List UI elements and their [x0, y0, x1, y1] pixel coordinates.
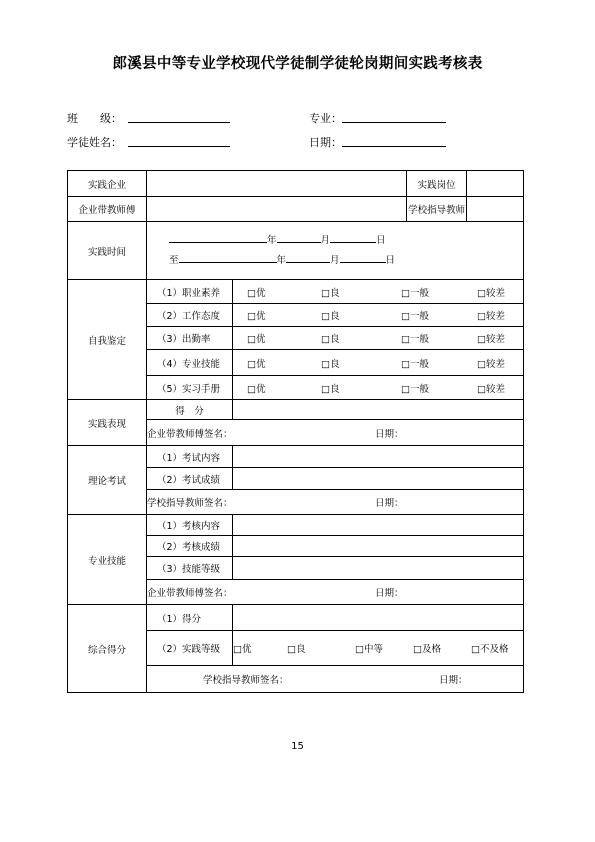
grade-options[interactable]	[233, 376, 524, 400]
skill-sign-cell[interactable]	[147, 580, 524, 605]
enterprise-label: 实践企业	[68, 171, 147, 197]
grade-poor-checkbox[interactable]: □较差	[477, 383, 505, 395]
self-item-label: （1）职业素养	[147, 280, 233, 304]
grade-poor-checkbox[interactable]: □较差	[477, 311, 505, 322]
page-number: 15	[291, 741, 304, 752]
sign-date-label: 日期：	[439, 675, 468, 686]
ent-sign-label: 企业带教师傅签名：	[147, 428, 233, 440]
skill-item-label: （2）考核成绩	[147, 536, 233, 557]
skill-row	[68, 515, 524, 536]
score-cell[interactable]	[233, 400, 524, 420]
overall-score-cell[interactable]	[233, 605, 524, 631]
school-mentor-cell[interactable]	[467, 197, 524, 222]
date-label: 日期：	[309, 136, 342, 149]
grade-poor-checkbox[interactable]: □较差	[477, 287, 505, 299]
start-date-line	[147, 231, 523, 251]
ent-sign-cell[interactable]	[147, 420, 524, 446]
grade-excellent-checkbox[interactable]: □优	[247, 287, 266, 299]
sign-date-label: 日期：	[375, 588, 404, 599]
school-mentor-label: 学校指导教师	[407, 197, 467, 222]
self-eval-label: 自我鉴定	[68, 280, 147, 400]
self-item-label: （5）实习手册	[147, 376, 233, 400]
end-month-blank[interactable]	[286, 252, 330, 263]
theory-item-label: （1）考试内容	[147, 446, 233, 468]
start-month-blank[interactable]	[277, 232, 321, 243]
sign-date-label: 日期：	[375, 498, 404, 509]
grade-options[interactable]	[233, 304, 524, 327]
overall-row	[68, 605, 524, 631]
post-label: 实践岗位	[407, 171, 467, 197]
month-text: 月	[320, 234, 331, 246]
skill-cell[interactable]	[233, 515, 524, 536]
overall-label: 综合得分	[68, 605, 147, 693]
start-day-blank[interactable]	[330, 232, 376, 243]
grade-fair-checkbox[interactable]: □一般	[401, 383, 429, 395]
level-pass-checkbox[interactable]: □及格	[413, 644, 441, 655]
ent-mentor-label: 企业带教师傅	[68, 197, 147, 222]
theory-label: 理论考试	[68, 446, 147, 515]
grade-fair-checkbox[interactable]: □一般	[401, 334, 429, 345]
overall-score-label: （1）得分	[147, 605, 233, 631]
school-sign-cell[interactable]	[147, 490, 524, 515]
end-date-line	[147, 251, 523, 271]
skill-label: 专业技能	[68, 515, 147, 605]
to-text: 至	[169, 254, 179, 266]
skill-item-label: （1）考核内容	[147, 515, 233, 536]
major-label: 专业：	[309, 112, 342, 125]
grade-poor-checkbox[interactable]: □较差	[477, 358, 505, 370]
enterprise-row	[68, 171, 524, 197]
skill-item-label: （3）技能等级	[147, 557, 233, 580]
class-label: 班 级：	[67, 112, 122, 125]
grade-fair-checkbox[interactable]: □一般	[401, 358, 429, 370]
theory-row	[68, 446, 524, 468]
overall-level-label: （2）实践等级	[147, 631, 233, 666]
date-field[interactable]	[342, 146, 446, 147]
post-cell[interactable]	[467, 171, 524, 197]
grade-excellent-checkbox[interactable]: □优	[247, 358, 266, 370]
year-text: 年	[267, 234, 277, 246]
ent-mentor-cell[interactable]	[147, 197, 407, 222]
grade-excellent-checkbox[interactable]: □优	[247, 334, 266, 345]
theory-cell[interactable]	[233, 446, 524, 468]
level-good-checkbox[interactable]: □良	[287, 644, 306, 655]
level-options[interactable]	[233, 631, 524, 666]
assessment-table	[67, 170, 524, 693]
level-fail-checkbox[interactable]: □不及格	[471, 644, 509, 655]
grade-options[interactable]	[233, 350, 524, 376]
theory-cell[interactable]	[233, 468, 524, 490]
theory-item-label: （2）考试成绩	[147, 468, 233, 490]
level-excellent-checkbox[interactable]: □优	[233, 644, 252, 655]
grade-options[interactable]	[233, 327, 524, 350]
performance-row	[68, 400, 524, 420]
school-sign-label: 学校指导教师签名：	[147, 498, 233, 509]
grade-fair-checkbox[interactable]: □一般	[401, 287, 429, 299]
major-field[interactable]	[342, 122, 446, 123]
grade-options[interactable]	[233, 280, 524, 304]
self-eval-row	[68, 280, 524, 304]
grade-good-checkbox[interactable]: □良	[321, 334, 340, 345]
time-row	[68, 222, 524, 280]
start-year-blank[interactable]	[169, 232, 267, 243]
day-text: 日	[385, 254, 396, 266]
school-sign-label: 学校指导教师签名：	[203, 675, 289, 686]
skill-cell[interactable]	[233, 557, 524, 580]
enterprise-cell[interactable]	[147, 171, 407, 197]
self-item-label: （3）出勤率	[147, 327, 233, 350]
year-text: 年	[276, 254, 287, 266]
day-text: 日	[376, 234, 386, 246]
grade-good-checkbox[interactable]: □良	[321, 383, 340, 395]
grade-good-checkbox[interactable]: □良	[321, 358, 340, 370]
performance-label: 实践表现	[68, 400, 147, 446]
grade-poor-checkbox[interactable]: □较差	[477, 334, 505, 345]
end-day-blank[interactable]	[340, 252, 386, 263]
grade-good-checkbox[interactable]: □良	[321, 311, 340, 322]
end-year-blank[interactable]	[179, 252, 277, 263]
grade-good-checkbox[interactable]: □良	[321, 287, 340, 299]
ent-sign-label: 企业带教师傅签名：	[147, 588, 233, 599]
page-title: 郎溪县中等专业学校现代学徒制学徒轮岗期间实践考核表	[112, 56, 483, 72]
practice-time-label: 实践时间	[68, 222, 147, 280]
apprentice-name-field[interactable]	[128, 146, 230, 147]
practice-time-cell[interactable]	[147, 222, 524, 280]
mentor-row	[68, 197, 524, 222]
score-label: 得 分	[147, 400, 233, 420]
class-field[interactable]	[128, 122, 230, 123]
skill-cell[interactable]	[233, 536, 524, 557]
grade-excellent-checkbox[interactable]: □优	[247, 383, 266, 395]
sign-date-label: 日期：	[375, 428, 404, 440]
self-item-label: （4）专业技能	[147, 350, 233, 376]
self-item-label: （2）工作态度	[147, 304, 233, 327]
grade-excellent-checkbox[interactable]: □优	[247, 311, 266, 322]
apprentice-name-label: 学徒姓名：	[67, 136, 122, 149]
month-text: 月	[330, 254, 340, 266]
level-medium-checkbox[interactable]: □中等	[355, 644, 383, 655]
overall-sign-cell[interactable]	[147, 666, 524, 693]
grade-fair-checkbox[interactable]: □一般	[401, 311, 429, 322]
